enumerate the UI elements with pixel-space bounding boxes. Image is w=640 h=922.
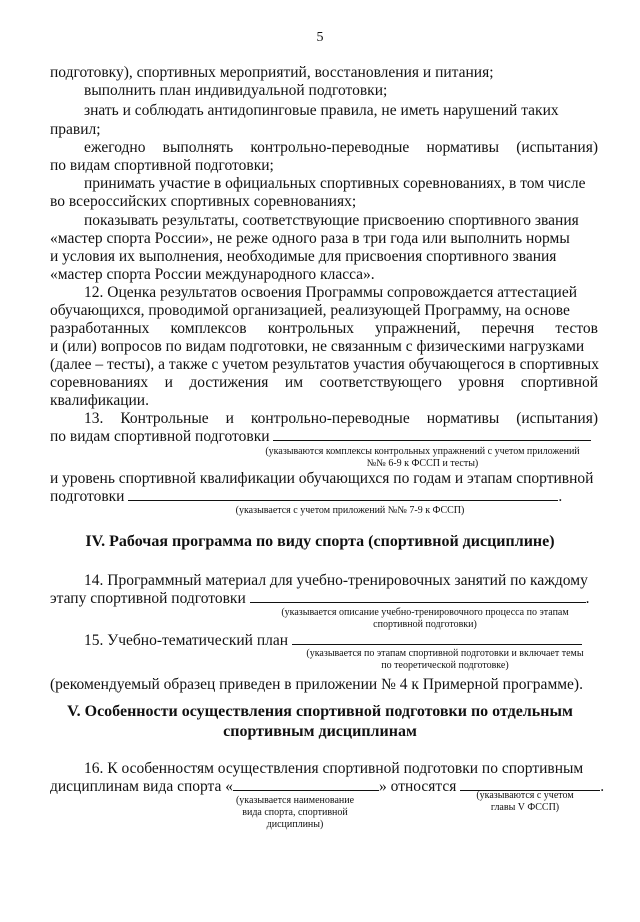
section-heading: V. Особенности осуществления спортивной подготовки по отдельным <box>67 703 573 720</box>
text-line: обучающихся, проводимой организацией, реализующей Программу, на основе <box>50 302 570 319</box>
footnote-caption: по теоретической подготовке) <box>381 660 509 671</box>
text-line: ежегодно выполнять контрольно-переводные нормативы (испытания) <box>84 139 598 156</box>
text-line: во всероссийских спортивных соревнованиях; <box>50 193 357 210</box>
text-line: «мастер спорта России», не реже одного раза в три года или выполнить нормы <box>50 230 570 247</box>
page-number: 5 <box>316 30 324 45</box>
text-line: (далее – тесты), а также с учетом результатов участия обучающегося в спортивных <box>50 356 599 373</box>
footnote-caption: спортивной подготовки) <box>373 619 477 630</box>
footnote-caption: (указываются с учетом <box>476 790 574 801</box>
text-line: 14. Программный материал для учебно-тренировочных занятий по каждому <box>84 572 588 589</box>
text-line: и (или) вопросов по видам подготовки, не связанным с физическими нагрузками <box>50 338 585 355</box>
text-line: 15. Учебно-тематический план <box>84 632 582 650</box>
text-line: подготовку), спортивных мероприятий, восстановления и питания; <box>50 64 494 81</box>
text-line: 13. Контрольные и контрольно-переводные нормативы (испытания) <box>84 410 598 427</box>
text-line: разработанных комплексов контрольных упражнений, перечня тестов <box>50 320 598 337</box>
fill-in-blank <box>250 590 586 603</box>
footnote-caption: (указывается с учетом приложений №№ 7-9 к ФССП) <box>235 505 465 516</box>
fill-in-blank <box>292 632 582 645</box>
text-line: правил; <box>50 121 101 138</box>
text-line: подготовки . <box>50 488 563 505</box>
text-line: 16. К особенностям осуществления спортивной подготовки по спортивным <box>84 760 584 777</box>
footnote-caption: №№ 6-9 к ФССП и тесты) <box>366 458 479 469</box>
text-line: по видам спортивной подготовки <box>50 428 591 446</box>
text-line: (рекомендуемый образец приведен в приложении № 4 к Примерной программе). <box>50 676 583 693</box>
text-line: принимать участие в официальных спортивных соревнованиях, в том числе <box>84 175 586 192</box>
section-heading: спортивным дисциплинам <box>223 723 417 740</box>
text-line: выполнить план индивидуальной подготовки; <box>84 82 388 99</box>
fill-in-blank <box>273 428 591 441</box>
text-line: по видам спортивной подготовки; <box>50 157 274 174</box>
text-line: 12. Оценка результатов освоения Программы сопровождается аттестацией <box>84 284 578 301</box>
text-line: соревнованиях и достижения им соответствующего уровня спортивной <box>50 374 598 391</box>
footnote-caption: главы V ФССП) <box>490 802 560 813</box>
footnote-caption: (указывается описание учебно-тренировочного процесса по этапам <box>281 607 569 618</box>
text-line: «мастер спорта России международного класса». <box>50 266 375 283</box>
footnote-caption: (указываются комплексы контрольных упражнений с учетом приложений <box>265 446 580 457</box>
text-line: квалификации. <box>50 392 149 409</box>
fill-in-blank <box>128 488 558 501</box>
footnote-caption: вида спорта, спортивной <box>242 807 348 818</box>
text-line: и уровень спортивной квалификации обучающихся по годам и этапам спортивной <box>50 470 594 487</box>
footnote-caption: (указывается по этапам спортивной подготовки и включает темы <box>306 648 584 659</box>
text-line: и условия их выполнения, необходимые для присвоения спортивного звания <box>50 248 557 265</box>
text-line: показывать результаты, соответствующие присвоению спортивного звания <box>84 212 579 229</box>
footnote-caption: (указывается наименование <box>235 795 355 806</box>
fill-in-blank <box>233 778 379 791</box>
footnote-caption: дисциплины) <box>266 819 324 830</box>
text-line: дисциплинам вида спорта « » относятся . <box>50 778 605 795</box>
text-line: этапу спортивной подготовки . <box>50 590 590 607</box>
section-heading: IV. Рабочая программа по виду спорта (спортивной дисциплине) <box>85 533 555 550</box>
text-line: знать и соблюдать антидопинговые правила, не иметь нарушений таких <box>84 102 559 119</box>
